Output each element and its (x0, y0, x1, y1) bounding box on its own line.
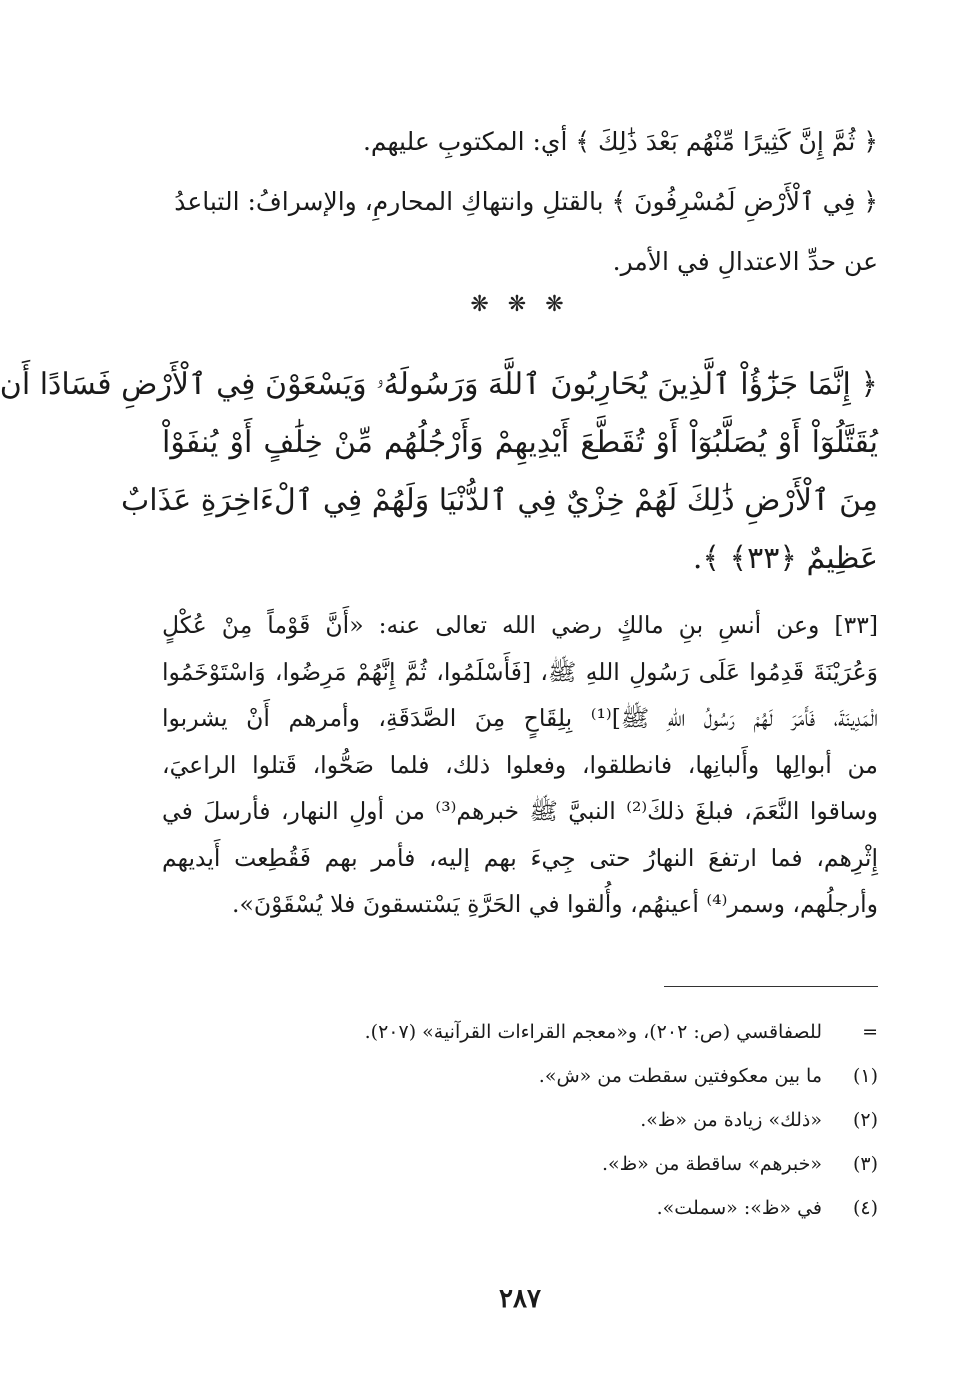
footnote-number: (١) (852, 1065, 878, 1087)
footnote-text: «خبرهم» ساقطة من «ظ». (601, 1153, 822, 1175)
footnote (162, 1010, 878, 1054)
footnote-text: للصفاقسي (ص: ٢٠٢)، و«معجم القراءات القرآنية» (٢٠٧). (364, 1021, 822, 1043)
commentary-line: ﴿ فِي ٱلْأَرْضِ لَمُسْرِفُونَ ﴾ بالقتلِ وانتهاكِ المحارمِ، والإسرافُ: التباعدُ (174, 187, 878, 216)
quran-verse (0, 356, 878, 588)
footnote (162, 1186, 878, 1230)
footnote-divider (664, 986, 878, 987)
verse-line: يُقَتَّلُوٓاْ أَوْ يُصَلَّبُوٓاْ أَوْ تُقَطَّعَ أَيْدِيهِمْ وَأَرْجُلُهُم مِّنْ خِلَٰفٍ أَوْ يُنفَوْاْ (162, 425, 878, 460)
page-number: ٢٨٧ (499, 1284, 541, 1314)
footnote-number: (٤) (852, 1197, 878, 1219)
hadith-line: وَعُرَيْنَةَ قَدِمُوا عَلَى رَسُولِ اللهِ ﷺ، [فَأَسْلَمُوا، ثُمَّ إِنَّهُمْ مَرِضُوا، وَاسْتَوْخَمُوا (162, 657, 878, 686)
section-separator: ❋ ❋ ❋ (470, 292, 570, 317)
footnote-text: ما بين معكوفتين سقطت من «ش». (538, 1065, 822, 1087)
hadith-line: إِثْرِهم، فما ارتفعَ النهارُ حتى جِيءَ بهم إليه، فأمر بهم فَقُطِعت أَيديهم (162, 843, 878, 872)
footnotes (162, 1010, 878, 1230)
verse-line: ﴿ إِنَّمَا جَزَٰٓؤُاْ ٱلَّذِينَ يُحَارِبُونَ ٱللَّهَ وَرَسُولَهُۥ وَيَسْعَوْنَ فِي ٱلْأَرْضِ فَسَادًا أَن (0, 367, 878, 402)
footnote-number: (٢) (852, 1109, 878, 1131)
hadith-line: [٣٣] وعن أنسِ بنِ مالكٍ رضي الله تعالى عنه: «أَنَّ قَوْماً مِنْ عُكْلٍ (162, 611, 878, 639)
footnote-text: في «ظ»: «سملت». (656, 1197, 822, 1219)
hadith-line: وساقوا النَّعَمَ، فبلغَ ذلكَ⁽²⁾ النبيَّ ﷺ خبرهم⁽³⁾ من أولِ النهار، فأرسلَ في (162, 797, 879, 825)
hadith-line: وأرجلُهم، وسمر⁽⁴⁾ أعينهُم، وأُلقوا في الحَرَّةِ يَسْتسقونَ فلا يُسْقَوْنَ». (232, 890, 878, 918)
footnote-text: «ذلك» زيادة من «ظ». (640, 1109, 822, 1131)
footnote (162, 1142, 878, 1186)
hadith-paragraph (162, 602, 878, 928)
footnote-number: = (862, 1021, 878, 1043)
footnote (162, 1054, 878, 1098)
verse-line: مِنَ ٱلْأَرْضِ ذَٰلِكَ لَهُمْ خِزْيٌ فِي ٱلدُّنْيَا وَلَهُمْ فِي ٱلْءَاخِرَةِ عَذَابٌ (121, 483, 878, 518)
commentary-line: ﴿ ثُمَّ إِنَّ كَثِيرًا مِّنْهُم بَعْدَ ذَٰلِكَ ﴾ أي: المكتوبِ عليهم. (362, 127, 878, 156)
commentary-paragraph (162, 112, 878, 292)
footnote (162, 1098, 878, 1142)
hadith-line: الْمَدِينَةَ، فَأَمَرَ لَهُمْ رَسُولُ اللهِ ﷺ]⁽¹⁾ بِلِقَاحٍ مِنَ الصَّدَقَةِ، وأمرهم أَنْ يشربوا (162, 704, 879, 732)
hadith-line: من أبوالِها وأَلبانِها، فانطلقوا، وفعلوا ذلك، فلما صَحُّوا، قَتلوا الراعيَ، (162, 750, 878, 779)
commentary-line: عن حدِّ الاعتدالِ في الأمر. (612, 247, 878, 276)
footnote-number: (٣) (852, 1153, 878, 1175)
verse-line: عَظِيمٌ ﴿٣٣﴾ ﴾. (692, 541, 878, 576)
